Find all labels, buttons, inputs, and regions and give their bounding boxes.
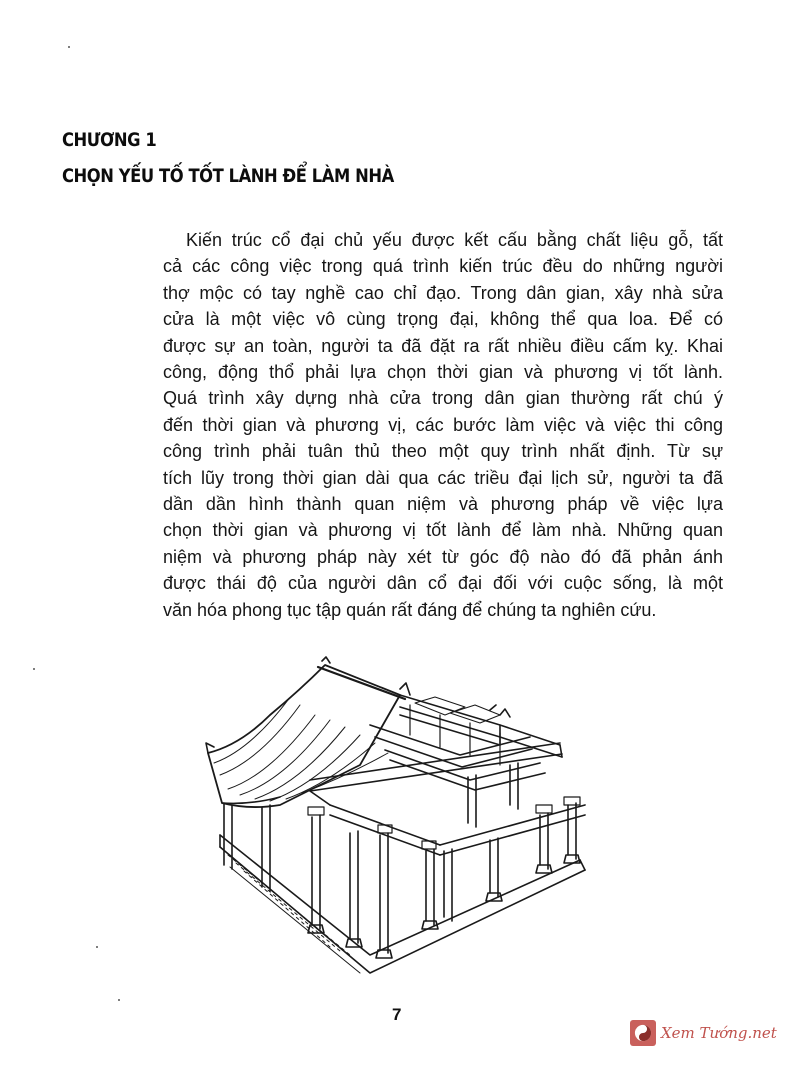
- paragraph-line: văn hóa phong tục tập quán rất đáng để chúng ta nghiên cứu.: [163, 599, 657, 620]
- paragraph-line: Quá trình xây dựng nhà cửa trong dân gian thường rất chú ý: [163, 388, 723, 409]
- paragraph-line: đến thời gian và phương vị, các bước làm việc và việc thi công: [163, 414, 723, 435]
- yin-yang-icon: [630, 1020, 656, 1046]
- chapter-title: CHỌN YẾU TỐ TỐT LÀNH ĐỂ LÀM NHÀ: [62, 165, 394, 187]
- chapter-heading: [62, 122, 394, 194]
- traditional-house-frame-illustration: [200, 655, 600, 985]
- paragraph-line: công, động thổ phải lựa chọn thời gian và phương vị tốt lành.: [163, 362, 723, 383]
- paragraph-line: được thái độ của người dân cổ đại đối với cuộc sống, là một: [163, 573, 723, 594]
- paragraph-line: Kiến trúc cổ đại chủ yếu được kết cấu bằng chất liệu gỗ, tất: [186, 230, 723, 250]
- paragraph-line: tích lũy trong thời gian dài qua các triều đại lịch sử, người ta đã: [163, 467, 723, 488]
- paragraph-line: dần dần hình thành quan niệm và phương pháp về việc lựa: [163, 494, 723, 515]
- site-watermark: [630, 1014, 795, 1052]
- paragraph-line: chọn thời gian và phương vị tốt lành để làm nhà. Những quan: [163, 520, 723, 541]
- paragraph-line: thợ mộc có tay nghề cao chỉ đạo. Trong dân gian, xây nhà sửa: [163, 282, 723, 303]
- paragraph-line: niệm và phương pháp này xét từ góc độ nào đó đã phản ánh: [163, 546, 723, 567]
- paragraph-line: công trình phải tuân thủ theo một quy trình nhất định. Từ sự: [163, 441, 723, 462]
- watermark-text: Xem Tướng.net: [661, 1024, 777, 1042]
- scan-speck: [68, 46, 70, 48]
- body-paragraph: [163, 227, 723, 623]
- paragraph-line: được sự an toàn, người ta đã đặt ra rất nhiều điều cấm kỵ. Khai: [163, 335, 723, 356]
- page-number: 7: [392, 1005, 402, 1024]
- scan-speck: [33, 668, 35, 670]
- chapter-number: CHƯƠNG 1: [62, 129, 157, 151]
- paragraph-line: cả các công việc trong quá trình kiến trúc đều do những người: [163, 256, 723, 277]
- scan-speck: [118, 999, 120, 1001]
- paragraph-line: cửa là một việc vô cùng trọng đại, không thể qua loa. Để có: [163, 309, 723, 330]
- scan-speck: [96, 946, 98, 948]
